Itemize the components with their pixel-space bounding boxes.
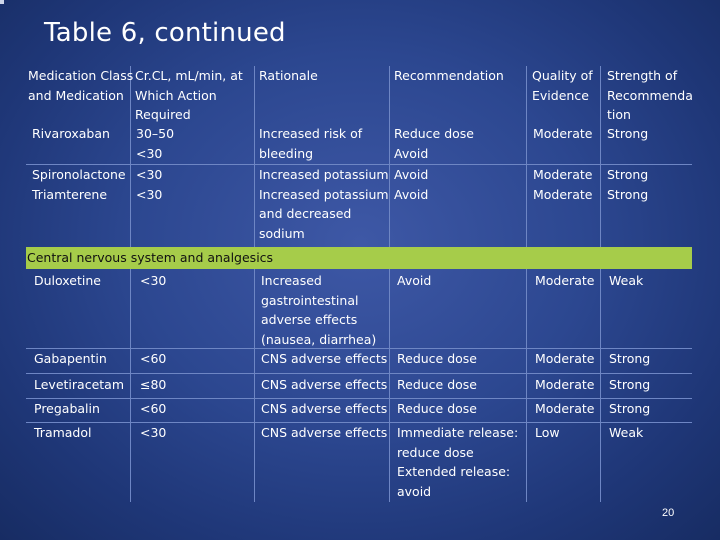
table-row-quality: Moderate	[533, 126, 593, 141]
row-divider	[26, 373, 692, 374]
table-row-recommendation: Avoid	[397, 273, 432, 288]
table-row-crcl: <30	[140, 273, 167, 288]
table-row-strength: Weak	[609, 425, 644, 440]
table-row-rationale: CNS adverse effects	[261, 377, 388, 392]
table-row-crcl: <60	[140, 351, 167, 366]
table-row-quality: Moderate Moderate	[533, 167, 593, 202]
col-divider-4	[526, 269, 527, 502]
col-divider-2	[254, 269, 255, 502]
table-row-quality: Low	[535, 425, 560, 440]
table-row-recommendation: Reduce dose Avoid	[394, 126, 474, 161]
table-row-crcl: 30–50 <30	[136, 126, 175, 161]
table-row-strength: Strong	[609, 351, 651, 366]
table-row-recommendation: Reduce dose	[397, 351, 477, 366]
table-row-rationale: Increased potassium Increased potassium and decreased sodium	[259, 167, 389, 241]
table-row-recommendation: Avoid Avoid	[394, 167, 429, 202]
table-row-medication: Duloxetine	[34, 273, 101, 288]
table-row-quality: Moderate	[535, 377, 595, 392]
page-number: 20	[662, 507, 675, 519]
table-row-medication: Rivaroxaban	[32, 126, 110, 141]
header-quality: Quality of Evidence	[532, 68, 593, 103]
table-row-strength: Strong	[609, 377, 651, 392]
corner-mark	[0, 0, 4, 4]
table-row-quality: Moderate	[535, 273, 595, 288]
table-row-crcl: <60	[140, 401, 167, 416]
header-crcl: Cr.CL, mL/min, at Which Action Required	[135, 68, 243, 122]
table-row-rationale: CNS adverse effects	[261, 401, 388, 416]
table-row-rationale: CNS adverse effects	[261, 425, 388, 440]
header-strength: Strength of Recommenda tion	[607, 68, 693, 122]
table-row-medication: Pregabalin	[34, 401, 100, 416]
table-row-rationale: Increased risk of bleeding	[259, 126, 363, 161]
col-divider-4	[526, 66, 527, 247]
col-divider-2	[254, 66, 255, 247]
table-row-strength: Strong Strong	[607, 167, 649, 202]
header-medication: Medication Class and Medication	[28, 68, 134, 103]
table-row-strength: Weak	[609, 273, 644, 288]
table-row-medication: Spironolactone Triamterene	[32, 167, 126, 202]
table-row-recommendation: Immediate release: reduce dose Extended release: avoid	[397, 425, 519, 499]
table-row-medication: Gabapentin	[34, 351, 107, 366]
table-row-quality: Moderate	[535, 401, 595, 416]
table-row-medication: Tramadol	[34, 425, 92, 440]
table-row-recommendation: Reduce dose	[397, 377, 477, 392]
col-divider-5	[600, 269, 601, 502]
table-row-rationale: CNS adverse effects	[261, 351, 388, 366]
slide-title: Table 6, continued	[44, 18, 286, 48]
table-row-crcl: ≤80	[140, 377, 167, 392]
section-label: Central nervous system and analgesics	[27, 250, 274, 265]
col-divider-1	[130, 269, 131, 502]
table-row-crcl: <30 <30	[136, 167, 163, 202]
table-row-recommendation: Reduce dose	[397, 401, 477, 416]
header-rationale: Rationale	[259, 68, 318, 83]
col-divider-3	[389, 269, 390, 502]
table-row-strength: Strong	[609, 401, 651, 416]
table-row-rationale: Increased gastrointestinal adverse effects (nausea, diarrhea)	[261, 273, 377, 347]
table-row-quality: Moderate	[535, 351, 595, 366]
table-row-crcl: <30	[140, 425, 167, 440]
table-row-medication: Levetiracetam	[34, 377, 124, 392]
col-divider-5	[600, 66, 601, 247]
header-recommendation: Recommendation	[394, 68, 504, 83]
col-divider-3	[389, 66, 390, 247]
table-row-strength: Strong	[607, 126, 649, 141]
